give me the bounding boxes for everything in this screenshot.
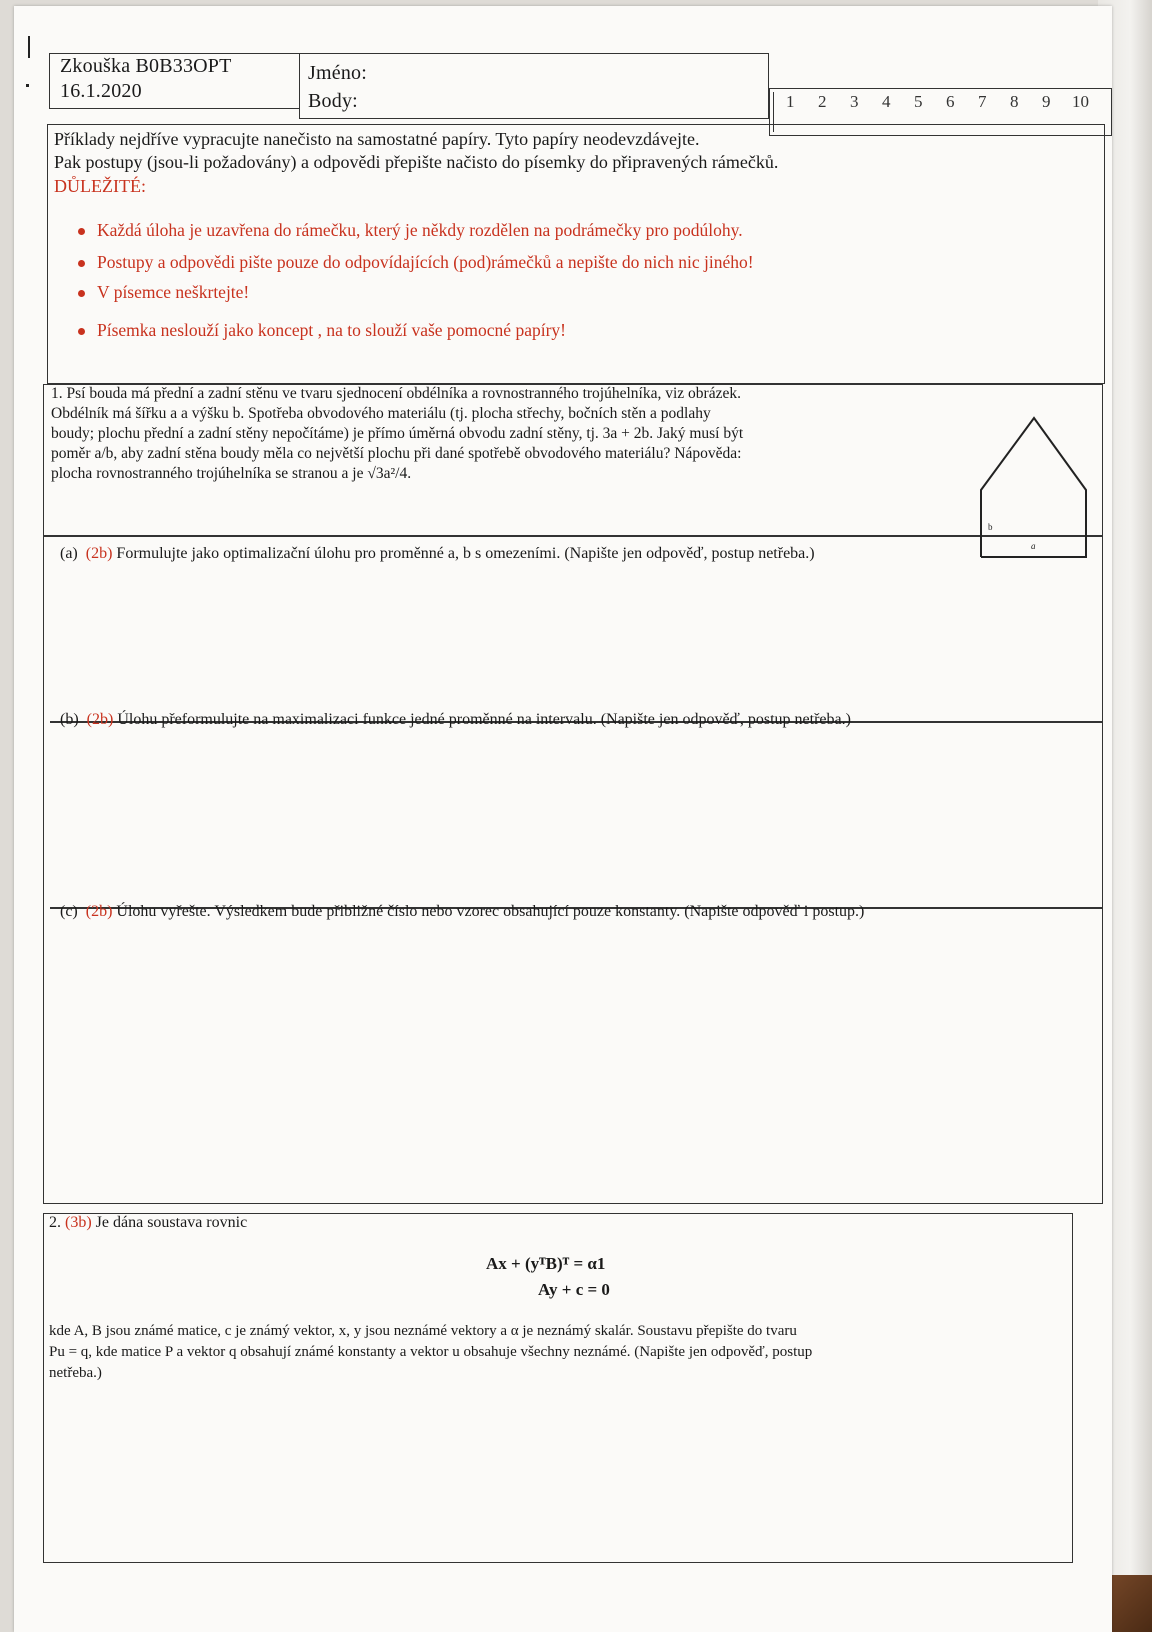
problem-2-text-line: kde A, B jsou známé matice, c je známý vektor, x, y jsou neznámé vektory a α je neznámý skalár. Soustavu přepište do tvaru [49, 1323, 797, 1339]
part-c-answer-area[interactable] [44, 930, 1102, 1200]
score-column-10: 10 [1072, 92, 1089, 111]
equation-1: Ax + (yᵀB)ᵀ = α1 [486, 1254, 606, 1273]
figure-label-b: b [988, 522, 993, 532]
score-column-1: 1 [786, 92, 795, 111]
part-a-divider [44, 535, 1102, 537]
problem-1-box [43, 384, 1103, 1204]
problem-1-text-line: Obdélník má šířku a a výšku b. Spotřeba obvodového materiálu (tj. plocha střechy, bočních stěn a podlahy [51, 405, 711, 422]
part-a-answer-area[interactable] [44, 570, 1102, 680]
instruction-bullet: Písemka neslouží jako koncept , na to slouží vaše pomocné papíry! [78, 320, 566, 341]
part-b-question: (b) (2b) Úlohu přeformulujte na maximalizaci funkce jedné proměnné na intervalu. (Napište jen odpověď, postup netřeba.) [60, 711, 851, 728]
score-column-3: 3 [850, 92, 859, 111]
instruction-bullet: Postupy a odpovědi pište pouze do odpovídajících (pod)rámečků a nepište do nich nic jiného! [78, 252, 754, 273]
problem-2-header: 2. (3b) Je dána soustava rovnic [49, 1214, 248, 1231]
problem-2-text-line: netřeba.) [49, 1365, 102, 1381]
problem-2-box [43, 1213, 1073, 1563]
part-c-question: (c) (2b) Úlohu vyřešte. Výsledkem bude přibližné číslo nebo vzorec obsahující pouze konstanty. (Napište odpověď i postup.) [60, 903, 865, 920]
important-label: DŮLEŽITÉ: [54, 176, 146, 196]
part-a-question: (a) (2b) Formulujte jako optimalizační úlohu pro proměnné a, b s omezeními. (Napište jen odpověď, postup netřeba.) [60, 545, 815, 562]
score-column-7: 7 [978, 92, 987, 111]
score-column-5: 5 [914, 92, 923, 111]
instruction-bullet: V písemce neškrtejte! [78, 282, 249, 303]
problem-2-answer-area[interactable] [44, 1394, 1072, 1559]
registration-mark [26, 84, 29, 87]
score-column-6: 6 [946, 92, 955, 111]
name-label: Jméno: [308, 62, 367, 84]
problem-1-text-line: plocha rovnostranného trojúhelníka se stranou a je √3a²/4. [51, 465, 412, 482]
score-column-9: 9 [1042, 92, 1051, 111]
points-label: Body: [308, 90, 358, 112]
score-column-2: 2 [818, 92, 827, 111]
dog-house-figure [978, 416, 1090, 558]
figure-label-a: a [1031, 541, 1036, 551]
instructions-box [47, 124, 1105, 384]
equation-2: Ay + c = 0 [538, 1280, 610, 1299]
course-code: Zkouška B0B33OPT [60, 55, 232, 77]
course-info-box [49, 53, 299, 109]
problem-1-text-line: boudy; plochu přední a zadní stěny nepočítáme) je přímo úměrná obvodu zadní stěny, tj. 3a + 2b. Jaký musí být [51, 425, 744, 442]
problem-1-text-line: poměr a/b, aby zadní stěna boudy měla co největší plochu při dané spotřebě obvodového materiálu? Nápověda: [51, 445, 742, 462]
score-column-8: 8 [1010, 92, 1019, 111]
problem-2-text-line: Pu = q, kde matice P a vektor q obsahují známé konstanty a vektor u obsahuje všechny neznámé. (Napište jen odpověď, postup [49, 1344, 813, 1360]
part-b-answer-area[interactable] [44, 740, 1102, 880]
instructions-line-2: Pak postupy (jsou-li požadovány) a odpovědi přepište načisto do písemky do připravených rámečků. [54, 152, 779, 172]
instructions-line-1: Příklady nejdříve vypracujte nanečisto na samostatné papíry. Tyto papíry neodevzdávejte. [54, 129, 700, 149]
instruction-bullet: Každá úloha je uzavřena do rámečku, který je někdy rozdělen na podrámečky pro podúlohy. [78, 220, 743, 241]
score-column-4: 4 [882, 92, 891, 111]
student-name-box[interactable] [299, 53, 769, 119]
exam-date: 16.1.2020 [60, 80, 142, 102]
problem-1-text-line: 1. Psí bouda má přední a zadní stěnu ve tvaru sjednocení obdélníka a rovnostranného trojúhelníka, viz obrázek. [51, 385, 741, 402]
registration-mark [28, 36, 30, 58]
